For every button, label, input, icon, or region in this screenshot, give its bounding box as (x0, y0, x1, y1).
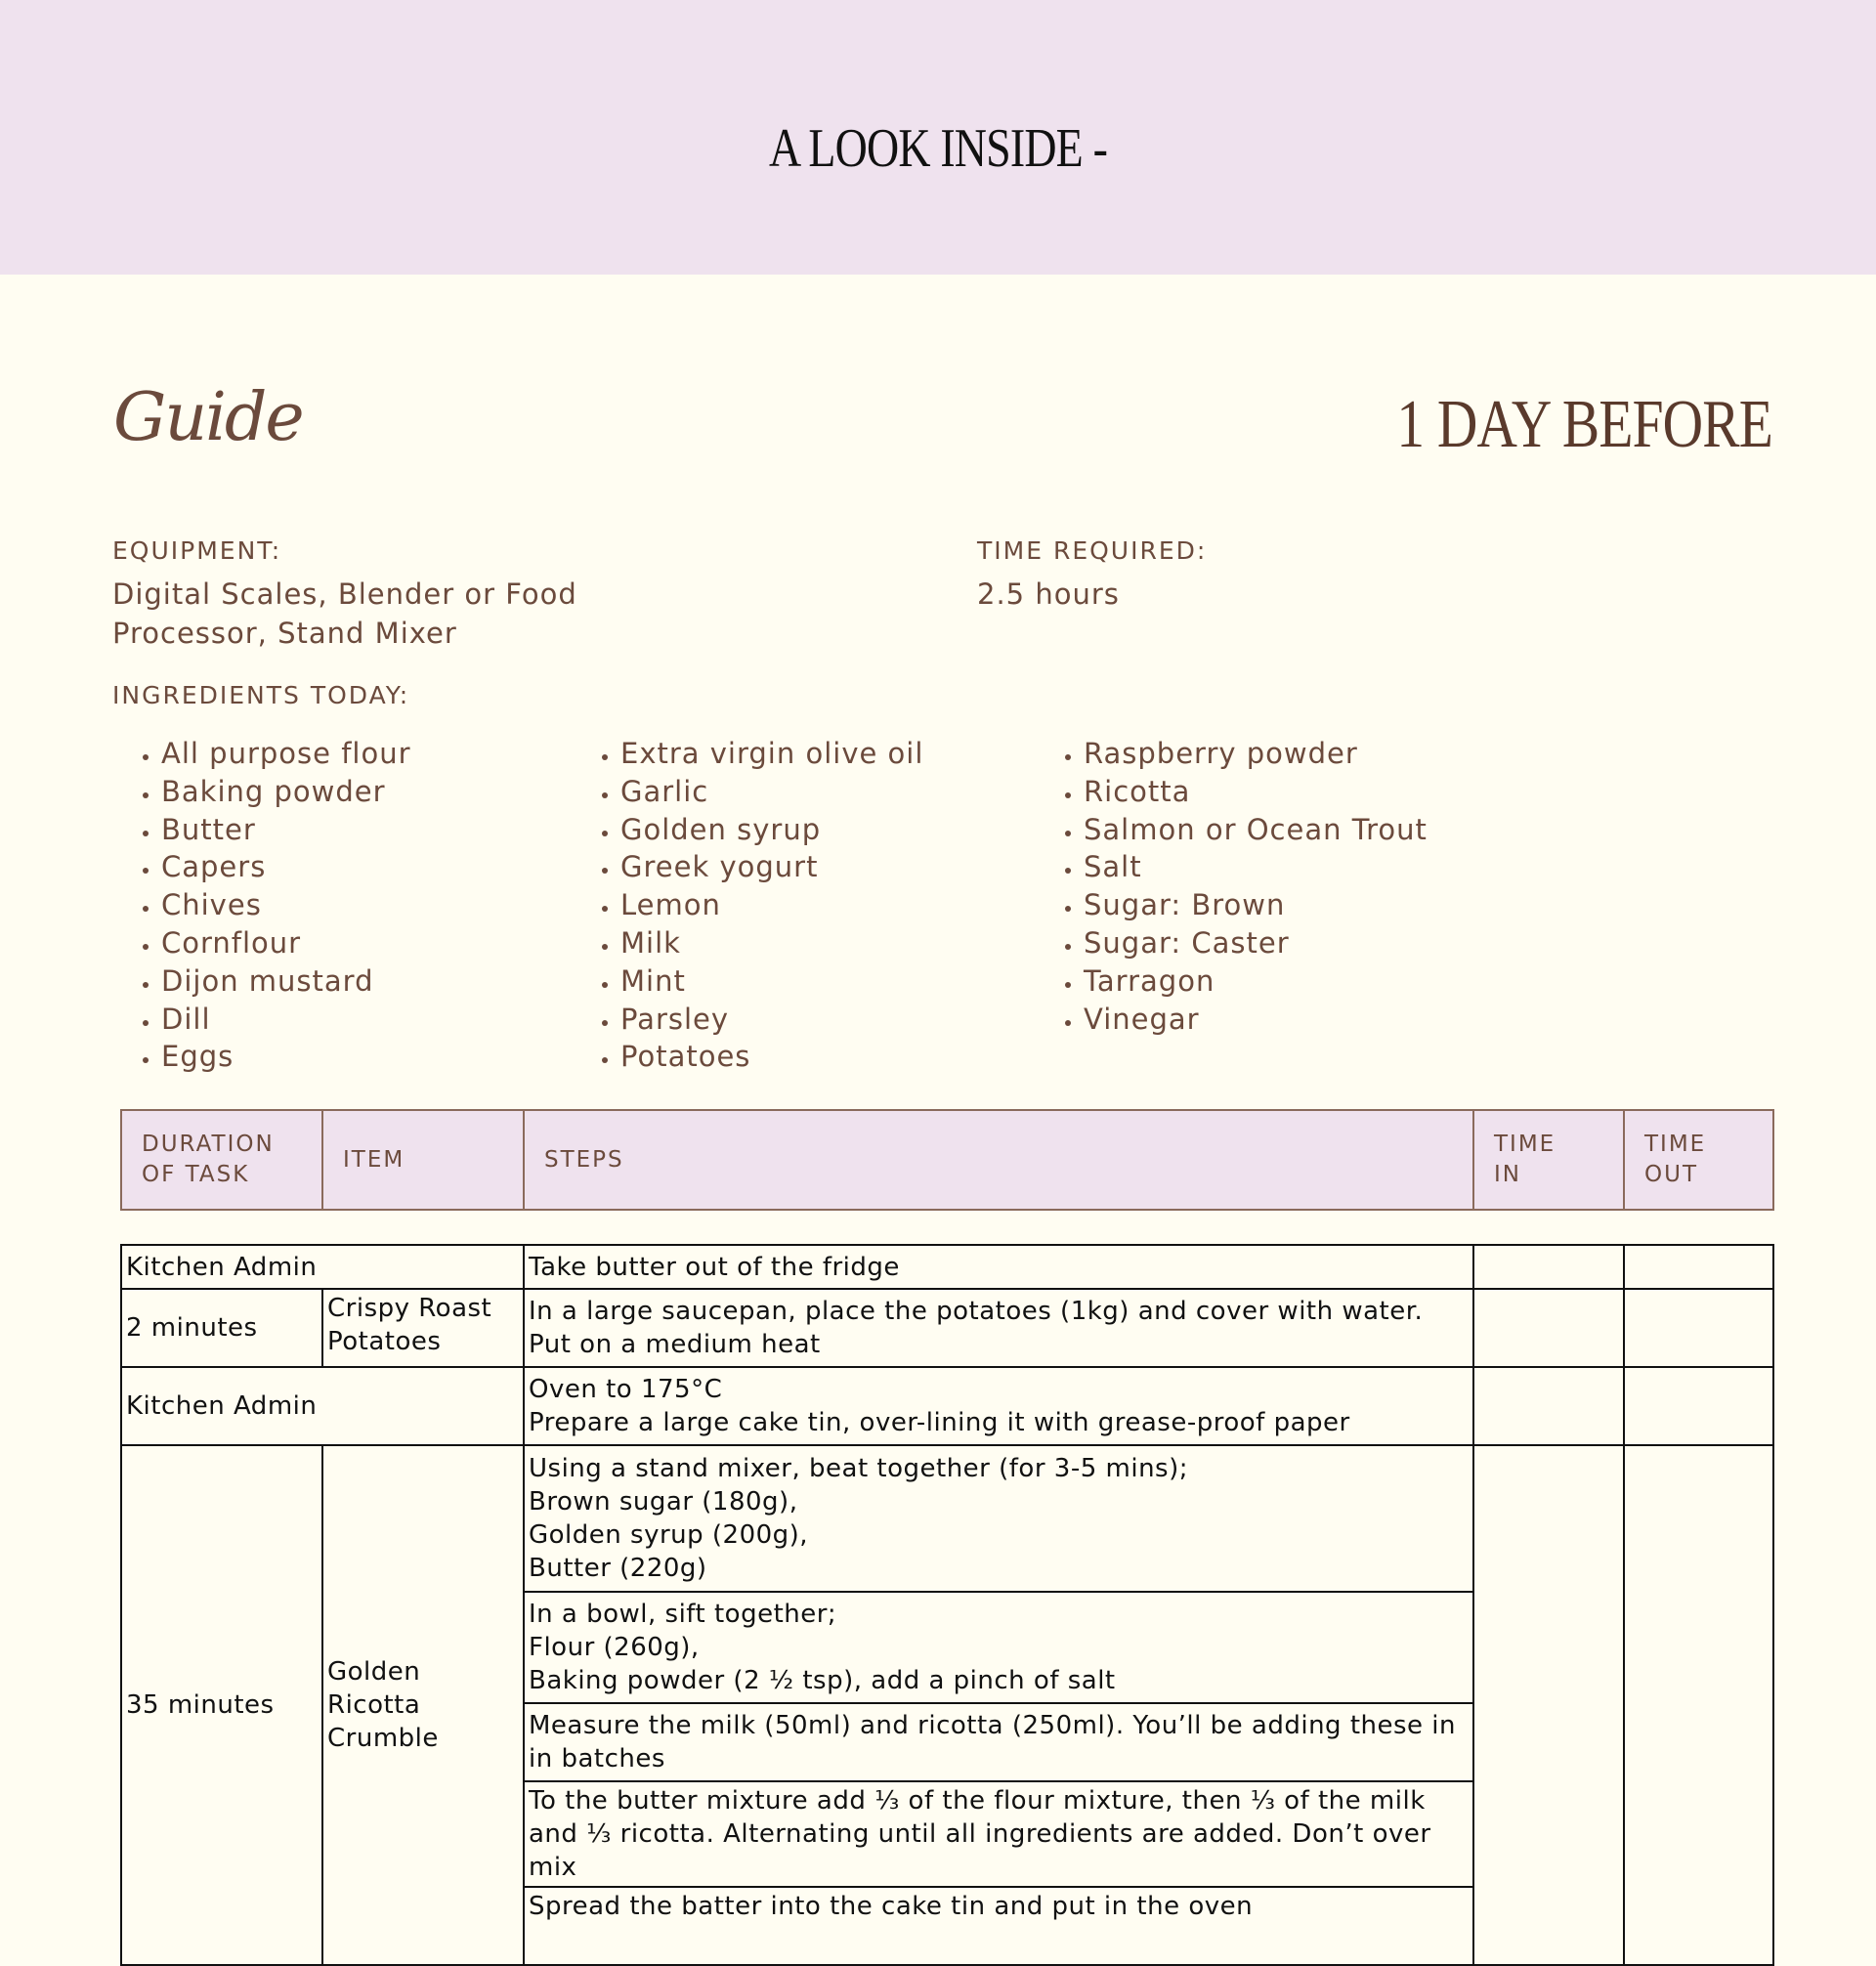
guide-title: Guide (113, 379, 303, 456)
header-duration (121, 1110, 322, 1210)
ingredient-item: • Butter (161, 811, 411, 849)
equipment-value (112, 575, 577, 653)
ingredient-item: • Lemon (620, 886, 923, 924)
ingredient-item: • Ricotta (1084, 773, 1428, 811)
ingredients-label: INGREDIENTS TODAY: (112, 681, 410, 709)
row-duration: 35 minutes (121, 1445, 322, 1965)
header-duration-line-2: OF TASK (142, 1162, 250, 1187)
table-row (121, 1445, 1773, 1592)
ingredient-item: • Chives (161, 886, 411, 924)
row-duration: 2 minutes (121, 1289, 322, 1367)
equipment-label: EQUIPMENT: (112, 536, 282, 565)
time-in-cell[interactable] (1473, 1289, 1624, 1367)
ingredient-item: • Raspberry powder (1084, 735, 1428, 773)
time-in-cell[interactable] (1473, 1445, 1624, 1965)
row-step: Take butter out of the fridge (524, 1245, 1473, 1289)
schedule-table (120, 1244, 1774, 1966)
time-out-cell[interactable] (1624, 1367, 1773, 1445)
banner-title: A LOOK INSIDE - (768, 118, 1108, 179)
ingredient-item: • Dijon mustard (161, 962, 411, 1001)
day-title: 1 DAY BEFORE (1396, 387, 1772, 462)
time-out-cell[interactable] (1624, 1289, 1773, 1367)
row-item: Crispy Roast Potatoes (322, 1289, 524, 1367)
header-time-in (1473, 1110, 1624, 1210)
row-label: Kitchen Admin (121, 1367, 524, 1445)
table-row (121, 1367, 1773, 1445)
ingredient-item: • Golden syrup (620, 811, 923, 849)
ingredient-item: • Garlic (620, 773, 923, 811)
ingredient-item: • Mint (620, 962, 923, 1001)
ingredient-item: • Capers (161, 848, 411, 886)
row-step: Measure the milk (50ml) and ricotta (250ml). You’ll be adding these in in batches (524, 1703, 1473, 1781)
schedule-header-table (120, 1109, 1774, 1211)
time-required-value: 2.5 hours (977, 577, 1120, 611)
time-out-cell[interactable] (1624, 1245, 1773, 1289)
equipment-line-1: Digital Scales, Blender or Food (112, 577, 577, 611)
ingredient-item: • Baking powder (161, 773, 411, 811)
time-in-cell[interactable] (1473, 1367, 1624, 1445)
banner (0, 0, 1876, 275)
row-step: Using a stand mixer, beat together (for 3-5 mins); Brown sugar (180g), Golden syrup (200g), Butter (220g) (524, 1445, 1473, 1592)
ingredients-column-1 (112, 735, 411, 1076)
ingredient-item: • Dill (161, 1001, 411, 1039)
row-step: Oven to 175°C Prepare a large cake tin, over-lining it with grease-proof paper (524, 1367, 1473, 1445)
time-in-cell[interactable] (1473, 1245, 1624, 1289)
row-item: Golden Ricotta Crumble (322, 1445, 524, 1965)
row-label: Kitchen Admin (121, 1245, 524, 1289)
header-time-out-line-1: TIME (1644, 1132, 1707, 1157)
ingredients-column-2 (572, 735, 923, 1076)
header-steps: STEPS (524, 1110, 1473, 1210)
time-required-label: TIME REQUIRED: (977, 536, 1208, 565)
equipment-line-2: Processor, Stand Mixer (112, 617, 457, 650)
ingredient-item: • Salmon or Ocean Trout (1084, 811, 1428, 849)
ingredient-item: • Cornflour (161, 924, 411, 962)
header-time-in-line-1: TIME (1494, 1132, 1556, 1157)
ingredients-column-3 (1035, 735, 1428, 1038)
header-duration-line-1: DURATION (142, 1132, 275, 1157)
table-row (121, 1245, 1773, 1289)
header-time-out (1624, 1110, 1773, 1210)
time-out-cell[interactable] (1624, 1445, 1773, 1965)
ingredient-item: • Potatoes (620, 1038, 923, 1076)
row-step: In a bowl, sift together; Flour (260g), Baking powder (2 ½ tsp), add a pinch of salt (524, 1592, 1473, 1703)
header-item: ITEM (322, 1110, 524, 1210)
header-time-in-line-2: IN (1494, 1162, 1521, 1187)
row-step: To the butter mixture add ⅓ of the flour mixture, then ⅓ of the milk and ⅓ ricotta. Alternating until all ingredients are added. Don’t over mix (524, 1781, 1473, 1887)
ingredient-item: • Tarragon (1084, 962, 1428, 1001)
ingredient-item: • Vinegar (1084, 1001, 1428, 1039)
table-row (121, 1289, 1773, 1367)
row-step: In a large saucepan, place the potatoes (1kg) and cover with water. Put on a medium heat (524, 1289, 1473, 1367)
ingredient-item: • Parsley (620, 1001, 923, 1039)
ingredient-item: • Extra virgin olive oil (620, 735, 923, 773)
ingredient-item: • Salt (1084, 848, 1428, 886)
ingredient-item: • Sugar: Caster (1084, 924, 1428, 962)
ingredient-item: • All purpose flour (161, 735, 411, 773)
ingredient-item: • Greek yogurt (620, 848, 923, 886)
row-step: Spread the batter into the cake tin and put in the oven (524, 1887, 1473, 1965)
header-time-out-line-2: OUT (1644, 1162, 1698, 1187)
ingredient-item: • Eggs (161, 1038, 411, 1076)
ingredient-item: • Milk (620, 924, 923, 962)
ingredient-item: • Sugar: Brown (1084, 886, 1428, 924)
